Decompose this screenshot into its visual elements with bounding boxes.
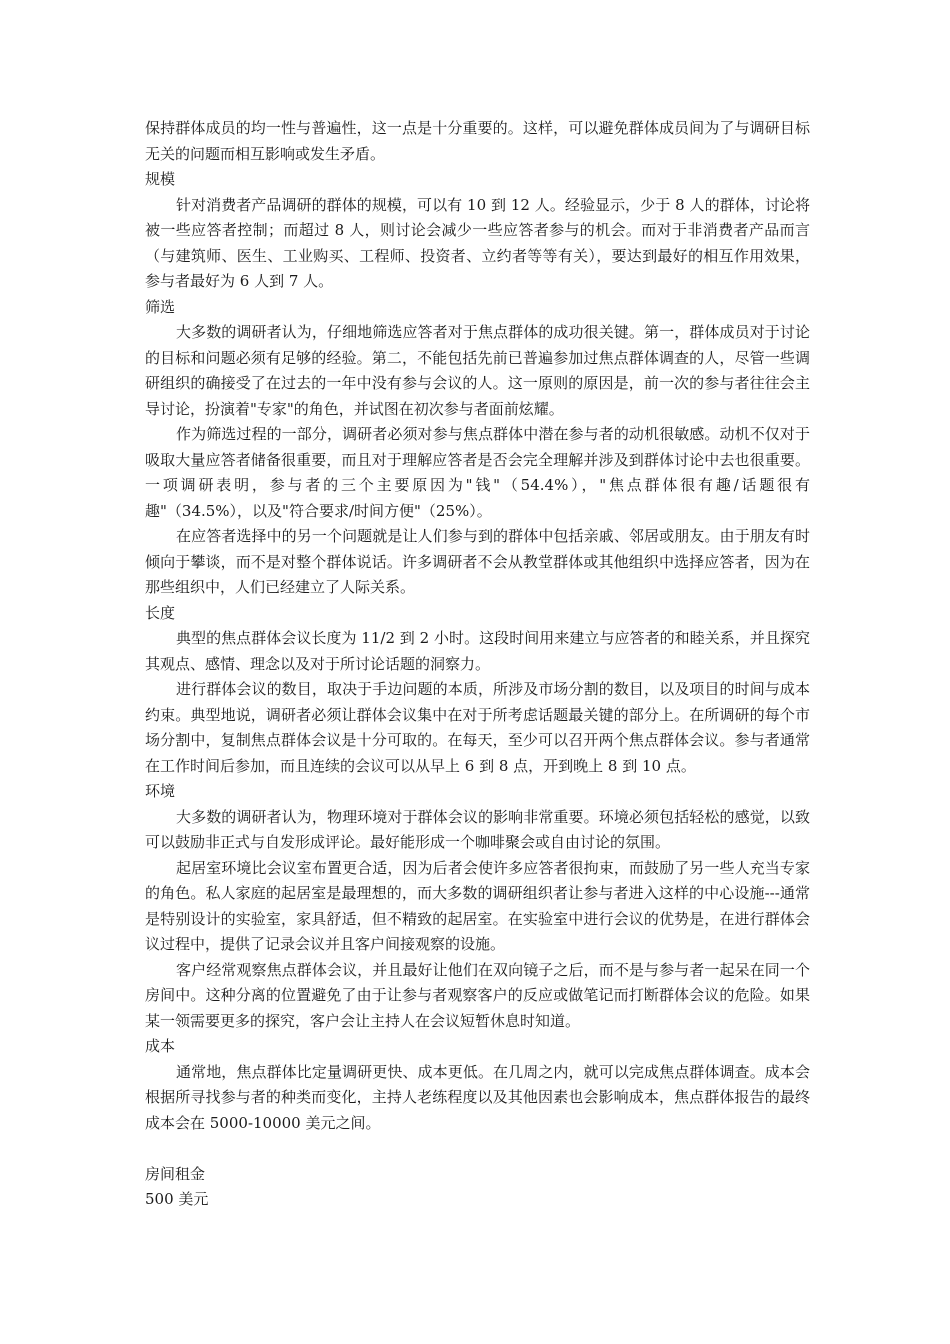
intro-paragraph: 保持群体成员的均一性与普遍性，这一点是十分重要的。这样，可以避免群体成员间为了与调研目标无关的问题而相互影响或发生矛盾。 bbox=[145, 119, 810, 163]
document-body bbox=[145, 116, 810, 1213]
length-paragraph-1: 典型的焦点群体会议长度为 11/2 到 2 小时。这段时间用来建立与应答者的和睦关系，并且探究其观点、感情、理念以及对于所讨论话题的洞察力。 bbox=[145, 629, 810, 673]
section-heading-length: 长度 bbox=[145, 603, 176, 622]
environment-paragraph-1: 大多数的调研者认为，物理环境对于群体会议的影响非常重要。环境必须包括轻松的感觉，以致可以鼓励非正式与自发形成评论。最好能形成一个咖啡聚会或自由讨论的氛围。 bbox=[145, 807, 810, 851]
blank-line bbox=[145, 1136, 810, 1162]
environment-paragraph-3: 客户经常观察焦点群体会议，并且最好让他们在双向镜子之后，而不是与参与者一起呆在同一个房间中。这种分离的位置避免了由于让参与者观察客户的反应或做笔记而打断群体会议的危险。如果某一领需要更多的探究，客户会让主持人在会议短暂休息时知道。 bbox=[145, 960, 810, 1030]
size-paragraph: 针对消费者产品调研的群体的规模，可以有 10 到 12 人。经验显示，少于 8 人的群体，讨论将被一些应答者控制；而超过 8 人，则讨论会减少一些应答者参与的机会。而对于非消费者产品而言（与建筑师、医生、工业购买、工程师、投资者、立约者等等有关），要达到最好的相互作用效果，参与者最好为 6 人到 7 人。 bbox=[145, 195, 810, 290]
screening-paragraph-3: 在应答者选择中的另一个问题就是让人们参与到的群体中包括亲戚、邻居或朋友。由于朋友有时倾向于攀谈，而不是对整个群体说话。许多调研者不会从教堂群体或其他组织中选择应答者，因为在那些组织中，人们已经建立了人际关系。 bbox=[145, 527, 810, 596]
section-heading-size: 规模 bbox=[145, 170, 176, 188]
length-paragraph-2: 进行群体会议的数目，取决于手边问题的本质，所涉及市场分割的数目，以及项目的时间与成本约束。典型地说，调研者必须让群体会议集中在对于所考虑话题最关键的部分上。在所调研的每个市场分割中，复制焦点群体会议是十分可取的。在每天，至少可以召开两个焦点群体会议。参与者通常在工作时间后参加，而且连续的会议可以从早上 6 到 8 点，开到晚上 8 到 10 点。 bbox=[145, 680, 810, 775]
cost-item-label: 房间租金 bbox=[145, 1164, 206, 1183]
cost-paragraph: 通常地，焦点群体比定量调研更快、成本更低。在几周之内，就可以完成焦点群体调查。成本会根据所寻找参与者的种类而变化，主持人老练程度以及其他因素也会影响成本，焦点群体报告的最终成本会在 5000-10000 美元之间。 bbox=[145, 1062, 810, 1132]
section-heading-environment: 环境 bbox=[145, 782, 176, 800]
screening-paragraph-2: 作为筛选过程的一部分，调研者必须对参与焦点群体中潜在参与者的动机很敏感。动机不仅对于吸取大量应答者储备很重要，而且对于理解应答者是否会完全理解并涉及到群体讨论中去也很重要。一项调研表明，参与者的三个主要原因为"钱"（54.4%），"焦点群体很有趣/话题很有趣"（34.5%），以及"符合要求/时间方便"（25%）。 bbox=[145, 425, 810, 520]
section-heading-cost: 成本 bbox=[145, 1037, 176, 1055]
cost-item-value: 500 美元 bbox=[145, 1190, 209, 1208]
environment-paragraph-2: 起居室环境比会议室布置更合适，因为后者会使许多应答者很拘束，而鼓励了另一些人充当专家的角色。私人家庭的起居室是最理想的，而大多数的调研组织者让参与者进入这样的中心设施---通常是特别设计的实验室，家具舒适，但不精致的起居室。在实验室中进行会议的优势是，在进行群体会议过程中，提供了记录会议并且客户间接观察的设施。 bbox=[145, 858, 810, 953]
screening-paragraph-1: 大多数的调研者认为，仔细地筛选应答者对于焦点群体的成功很关键。第一，群体成员对于讨论的目标和问题必须有足够的经验。第二，不能包括先前已普遍参加过焦点群体调查的人，尽管一些调研组织的确接受了在过去的一年中没有参与会议的人。这一原则的原因是，前一次的参与者往往会主导讨论，扮演着"专家"的角色，并试图在初次参与者面前炫耀。 bbox=[145, 323, 810, 418]
section-heading-screening: 筛选 bbox=[145, 297, 176, 316]
